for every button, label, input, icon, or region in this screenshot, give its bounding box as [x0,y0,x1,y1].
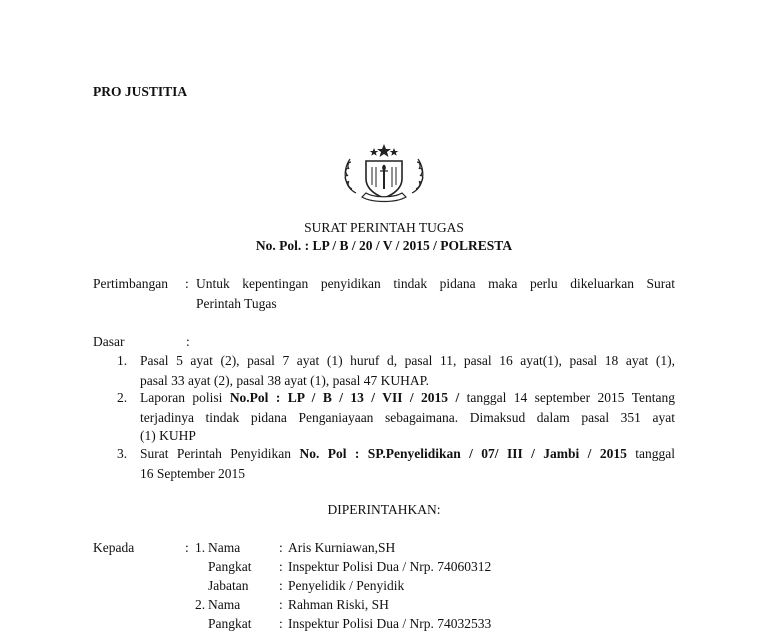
kepada-row-field: Pangkat [208,616,252,631]
kepada-row-number: 1. [195,540,206,555]
dasar-label: Dasar [93,334,125,349]
kepada-row-separator: : [279,540,283,555]
dasar-colon: : [186,334,190,349]
kepada-row-value: Aris Kurniawan,SH [288,540,396,555]
dasar-item-text: pasal 33 ayat (2), pasal 38 ayat (1), pasal 47 KUHAP. [140,373,430,388]
dasar-item-number: 1. [117,353,128,368]
police-emblem-logo [336,143,432,205]
dasar-item-text: Laporan polisi No.Pol : LP / B / 13 / VII / 2015 / tanggal 14 september 2015 Tentang [140,390,675,405]
pertimbangan-label: Pertimbangan [93,276,168,291]
dasar-item-number: 3. [117,446,128,461]
kepada-row-field: Nama [208,540,241,555]
dasar-item-text: Surat Perintah Penyidikan No. Pol : SP.Penyelidikan / 07/ III / Jambi / 2015 tanggal [140,446,675,461]
dasar-item-text: Pasal 5 ayat (2), pasal 7 ayat (1) huruf d, pasal 11, pasal 16 ayat(1), pasal 18 ayat (1), [140,353,675,368]
dasar-item-text: 16 September 2015 [140,466,245,481]
kepada-colon: : [185,540,189,555]
dasar-item-text: (1) KUHP [140,428,196,443]
kepada-row-separator: : [279,578,283,593]
pertimbangan-colon: : [185,276,189,291]
document-title: SURAT PERINTAH TUGAS [304,220,464,235]
diperintahkan-heading: DIPERINTAHKAN: [327,502,441,517]
kepada-row-number: 2. [195,597,206,612]
kepada-row-field: Nama [208,597,241,612]
pertimbangan-text-line2: Perintah Tugas [196,296,277,311]
dasar-item-number: 2. [117,390,128,405]
kepada-row-value: Inspektur Polisi Dua / Nrp. 74060312 [288,559,492,574]
kepada-row-field: Jabatan [208,578,249,593]
kepada-row-separator: : [279,597,283,612]
pro-justitia-label: PRO JUSTITIA [93,84,188,99]
kepada-row-value: Rahman Riski, SH [288,597,389,612]
kepada-row-value: Penyelidik / Penyidik [288,578,405,593]
kepada-row-separator: : [279,616,283,631]
pertimbangan-text-line1: Untuk kepentingan penyidikan tindak pidana maka perlu dikeluarkan Surat [196,276,675,291]
document-number: No. Pol. : LP / B / 20 / V / 2015 / POLRESTA [255,238,513,253]
kepada-row-separator: : [279,559,283,574]
kepada-row-value: Inspektur Polisi Dua / Nrp. 74032533 [288,616,492,631]
kepada-label: Kepada [93,540,135,555]
kepada-row-field: Pangkat [208,559,252,574]
dasar-item-text: terjadinya tindak pidana Penganiayaan sebagaimana. Dimaksud dalam pasal 351 ayat [140,410,675,425]
